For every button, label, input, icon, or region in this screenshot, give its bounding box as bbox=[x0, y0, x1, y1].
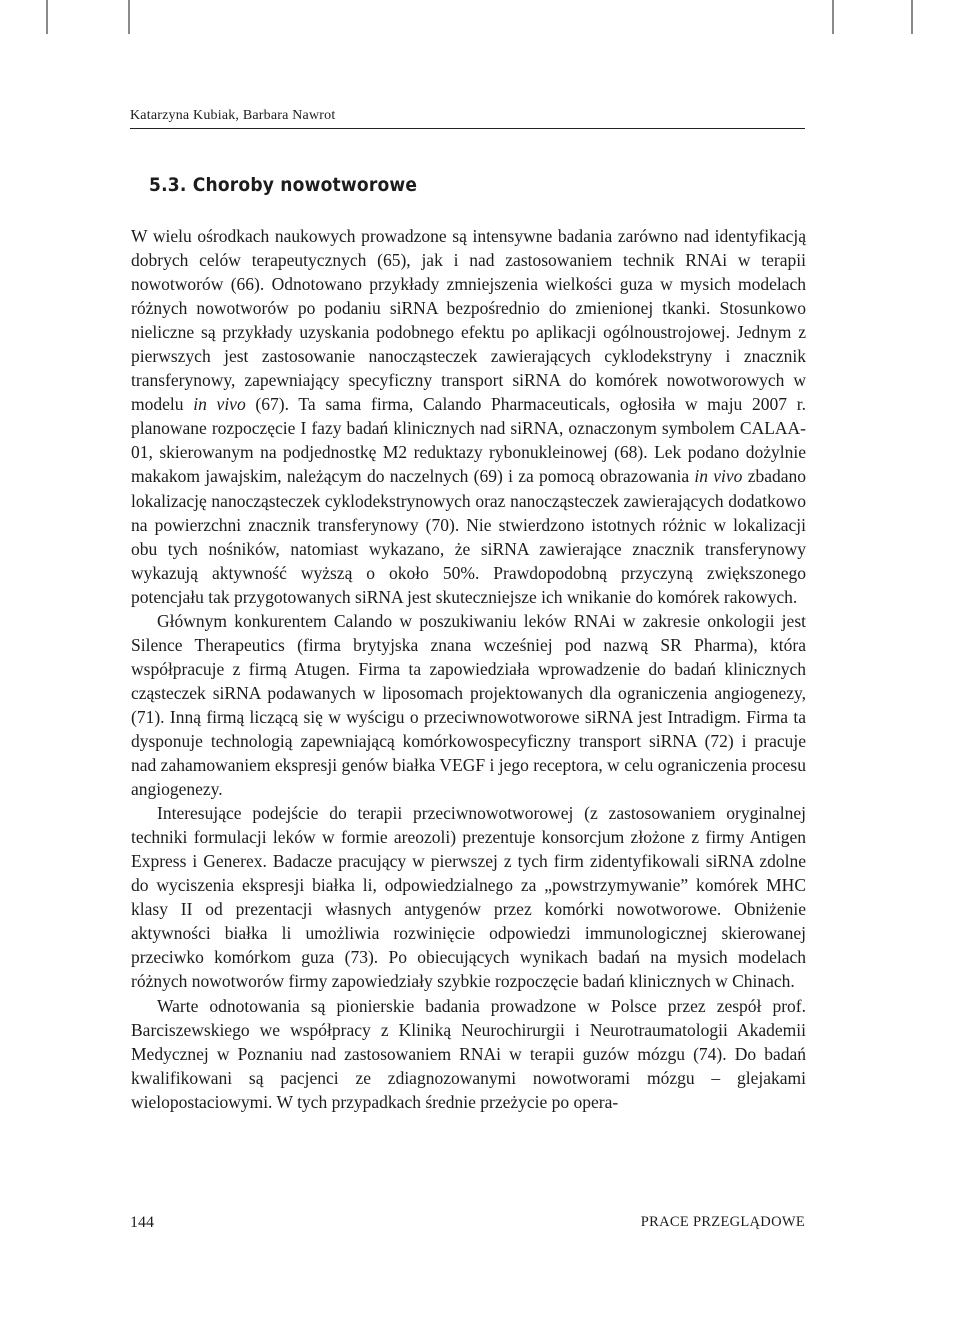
text-run: Głównym konkurentem Calando w poszukiwaniu leków RNAi w zakresie onkologii jest Silence Therapeutics (firma brytyjska znana wcześniej pod nazwą SR Pharma), która współpracuje z firmą Atugen. Firma ta zapowiedziała wprowadzenie do badań klinicznych cząsteczek siRNA podawanych w liposomach projektowanych dla ograniczenia angiogenezy, (71). Inną firmą liczącą się w wyścigu o przeciwnowotworowe siRNA jest Intradigm. Firma ta dysponuje technologią zapewniającą komórkowospecyficzny transport siRNA (72) i pracuje nad zahamowaniem ekspresji genów białka VEGF i jego receptora, w celu ograniczenia procesu angiogenezy. bbox=[131, 610, 806, 800]
text-run: Warte odnotowania są pionierskie badania prowadzone w Polsce przez zespół prof. Barciszewskiego we współpracy z Kliniką Neurochirurgii i Neurotraumatologii Akademii Medycznej w Poznaniu nad zastosowaniem RNAi w terapii guzów mózgu (74). Do badań kwalifikowani są pacjenci ze zdiagnozowanymi nowotworami mózgu – glejakami wielopostaciowymi. W tych przypadkach średnie przeżycie po opera- bbox=[131, 995, 806, 1112]
crop-mark bbox=[128, 0, 130, 34]
journal-name: PRACE PRZEGLĄDOWE bbox=[640, 1214, 805, 1230]
paragraph bbox=[131, 994, 806, 1114]
italic-term: in vivo bbox=[694, 466, 743, 487]
text-run: zbadano lokalizację nanocząsteczek cyklodekstrynowych oraz nanocząsteczek zawierających dodatkowo na powierzchni znacznik transferynowy (70). Nie stwierdzono istotnych różnic w lokalizacji obu tych nośników, natomiast wykazano, że siRNA zawierające znacznik transferynowy wykazują aktywność wyższą o około 50%. Prawdopodobną przyczyną zwiększonego potencjału tak przygotowanych siRNA jest skuteczniejsze ich wnikanie do komórek rakowych. bbox=[131, 466, 806, 607]
text-run: (67). Ta sama firma, Calando Pharmaceuticals, ogłosiła w maju 2007 r. planowane rozpoczęcie I fazy badań klinicznych nad siRNA, oznaczonym symbolem CALAA-01, skierowanym na podjednostkę M2 reduktazy rybonukleinowej (68). Lek podano dożylnie makakom jawajskim, należącym do naczelnych (69) i za pomocą obrazowania bbox=[131, 394, 806, 487]
running-head: Katarzyna Kubiak, Barbara Nawrot bbox=[130, 108, 805, 129]
paragraph bbox=[131, 801, 806, 993]
italic-term: in vivo bbox=[193, 394, 246, 415]
text-run: W wielu ośrodkach naukowych prowadzone są intensywne badania zarówno nad identyfikacją dobrych celów terapeutycznych (65), jak i nad zastosowaniem technik RNAi w terapii nowotworów (66). Odnotowano przykłady zmniejszenia wielkości guza w mysich modelach różnych nowotworów po podaniu siRNA bezpośrednio do zmienionej tkanki. Stosunkowo nieliczne są przykłady uzyskania podobnego efektu po aplikacji ogólnoustrojowej. Jednym z pierwszych jest zastosowanie nanocząsteczek zawierających cyklodekstryny i znacznik transferynowy, zapewniający specyficzny transport siRNA do komórek nowotworowych w modelu bbox=[131, 226, 806, 415]
text-run: Interesujące podejście do terapii przeciwnowotworowej (z zastosowaniem oryginalnej techniki formulacji leków w formie areozoli) prezentuje konsorcjum złożone z firmy Antigen Express i Generex. Badacze pracujący w pierwszej z tych firm zidentyfikowali siRNA zdolne do wyciszenia ekspresji białka li, odpowiedzialnego za „powstrzymywanie” komórek MHC klasy II od prezentacji własnych antygenów przez komórki nowotworowe. Obniżenie aktywności białka li umożliwia rozwinięcie odpowiedzi immunologicznej skierowanej przeciwko komórkom guza (73). Po obiecujących wynikach badań na mysich modelach różnych nowotworów firmy zapowiedziały szybkie rozpoczęcie badań klinicznych w Chinach. bbox=[131, 803, 806, 992]
body-text bbox=[131, 224, 806, 1114]
page-number: 144 bbox=[130, 1214, 154, 1231]
section-title: 5.3. Choroby nowotworowe bbox=[149, 174, 418, 196]
crop-mark bbox=[832, 0, 834, 34]
crop-mark bbox=[46, 0, 48, 34]
paragraph bbox=[131, 224, 806, 609]
paragraph bbox=[131, 609, 806, 801]
crop-mark bbox=[911, 0, 913, 34]
